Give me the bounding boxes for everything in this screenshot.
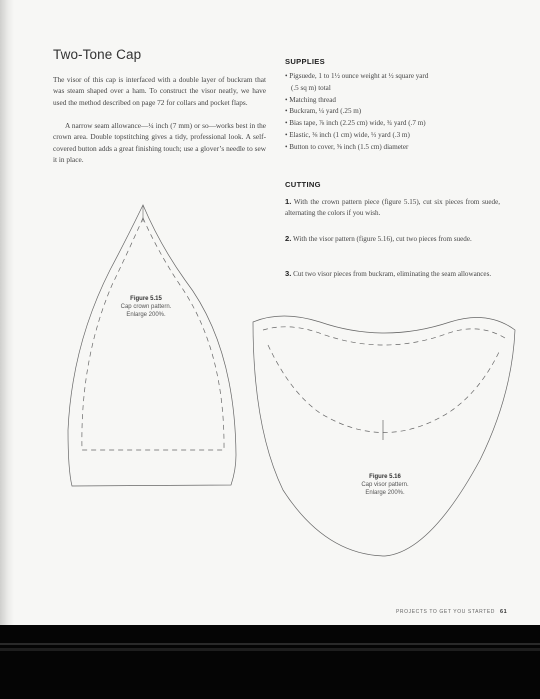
figure-5-15-caption <box>104 295 188 319</box>
footer-section: PROJECTS TO GET YOU STARTED <box>396 609 495 615</box>
cutting-heading: CUTTING <box>285 180 321 189</box>
figure-label: Figure 5.15 <box>130 296 162 302</box>
crown-outline <box>68 205 236 486</box>
supply-item: • Elastic, ⅜ inch (1 cm) wide, ⅓ yard (.3 m) <box>285 130 410 139</box>
figure-caption: Cap crown pattern. <box>120 304 172 310</box>
supply-item: • Matching thread <box>285 95 336 104</box>
step-number: 1. <box>285 197 292 206</box>
supply-item: (.5 sq m) total <box>291 83 331 92</box>
step-text: With the crown pattern piece (figure 5.15), cut six pieces from suede, alternating the colors if you wish. <box>285 198 500 217</box>
supply-item: • Bias tape, ⅞ inch (2.25 cm) wide, ¾ yard (.7 m) <box>285 119 426 128</box>
step-text: With the visor pattern (figure 5.16), cut two pieces from suede. <box>293 235 472 243</box>
step-text: Cut two visor pieces from buckram, eliminating the seam allowances. <box>293 270 492 278</box>
figure-caption: Cap visor pattern. <box>361 482 409 488</box>
supply-item: • Pigsuede, 1 to 1½ ounce weight at ½ square yard <box>285 72 429 80</box>
figure-label: Figure 5.16 <box>369 474 401 480</box>
intro-paragraph-1: The visor of this cap is interfaced with a double layer of buckram that was steam shaped over a ham. To construct the visor neatly, we have used the method described on page 72 for collars and pocket flaps. <box>53 75 266 107</box>
visor-pattern <box>253 316 515 556</box>
visor-outline <box>253 316 515 556</box>
crown-seam-line <box>82 218 224 450</box>
page-number: 61 <box>500 609 508 615</box>
supply-item: • Buckram, ¼ yard (.25 m) <box>285 107 362 116</box>
page-title: Two-Tone Cap <box>53 47 142 62</box>
step-number: 2. <box>285 234 292 243</box>
figure-enlarge-note: Enlarge 200%. <box>365 490 405 496</box>
page-footer <box>396 609 507 615</box>
scan-edge-line <box>0 648 540 651</box>
supplies-heading: SUPPLIES <box>285 57 325 66</box>
visor-seam-line <box>268 345 500 433</box>
figure-5-16-caption <box>339 473 431 497</box>
scanner-background <box>0 625 540 699</box>
crown-pattern <box>68 205 236 486</box>
figure-enlarge-note: Enlarge 200%. <box>126 312 166 318</box>
step-number: 3. <box>285 269 292 278</box>
scan-edge-line <box>0 643 540 645</box>
visor-inner-edge <box>263 327 505 345</box>
intro-paragraph-2: A narrow seam allowance—¼ inch (7 mm) or so—works best in the crown area. Double topstitching gives a tidy, professional look. A self-covered button adds a great finishing touch; use a glover’s needle to sew it in place. <box>53 121 266 165</box>
supply-item: • Button to cover, ⅝ inch (1.5 cm) diameter <box>285 142 409 151</box>
